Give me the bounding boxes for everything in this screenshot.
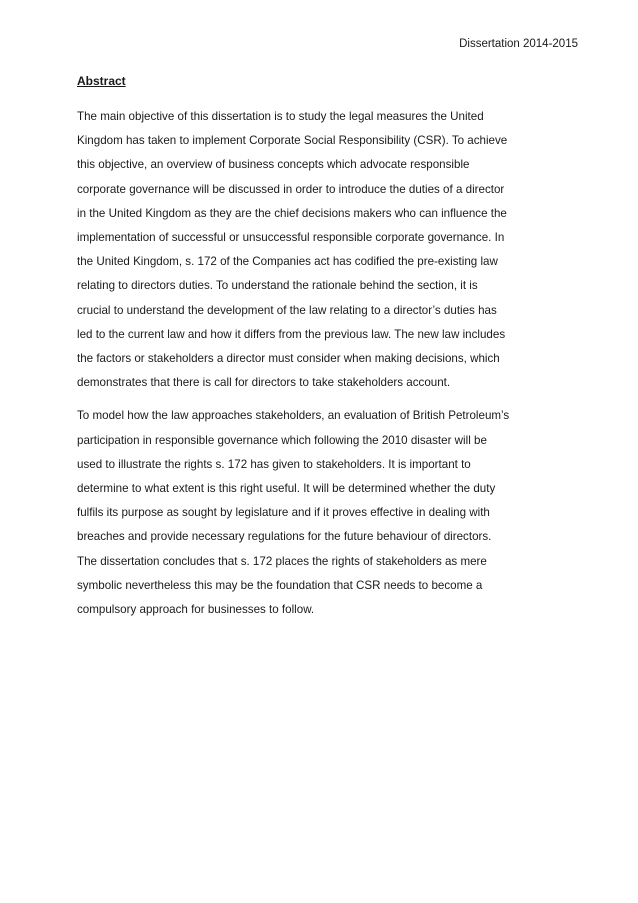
text-line: relating to directors duties. To understand the rationale behind the section, it is — [77, 279, 478, 293]
text-line: The dissertation concludes that s. 172 places the rights of stakeholders as mere — [77, 554, 487, 568]
text-line: implementation of successful or unsuccessful responsible corporate governance. In — [77, 231, 505, 245]
paragraph-2 — [77, 404, 562, 622]
text-line: determine to what extent is this right useful. It will be determined whether the duty — [77, 482, 496, 496]
text-line: demonstrates that there is call for directors to take stakeholders account. — [77, 376, 451, 390]
text-line: this objective, an overview of business concepts which advocate responsible — [77, 158, 470, 172]
text-line: crucial to understand the development of the law relating to a director’s duties has — [77, 303, 497, 317]
running-header: Dissertation 2014-2015 — [459, 38, 578, 50]
text-line: The main objective of this dissertation is to study the legal measures the United — [77, 110, 484, 123]
text-line: symbolic nevertheless this may be the foundation that CSR needs to become a — [77, 578, 483, 592]
section-heading: Abstract — [77, 74, 126, 88]
text-line: the factors or stakeholders a director must consider when making decisions, which — [77, 352, 500, 366]
text-line: fulfils its purpose as sought by legislature and if it proves effective in dealing with — [77, 506, 490, 520]
text-line: compulsory approach for businesses to follow. — [77, 603, 315, 617]
text-line: in the United Kingdom as they are the chief decisions makers who can influence the — [77, 206, 507, 220]
text-line: To model how the law approaches stakeholders, an evaluation of British Petroleum’s — [77, 409, 510, 423]
paragraph-1 — [77, 105, 562, 395]
abstract-body — [77, 105, 562, 631]
text-line: corporate governance will be discussed in order to introduce the duties of a director — [77, 182, 505, 196]
text-line: participation in responsible governance which following the 2010 disaster will be — [77, 433, 487, 447]
text-line: the United Kingdom, s. 172 of the Companies act has codified the pre-existing law — [77, 255, 498, 269]
text-line: Kingdom has taken to implement Corporate Social Responsibility (CSR). To achieve — [77, 134, 508, 148]
text-line: used to illustrate the rights s. 172 has given to stakeholders. It is important to — [77, 457, 471, 471]
text-line: led to the current law and how it differs from the previous law. The new law includes — [77, 327, 506, 341]
text-line: breaches and provide necessary regulations for the future behaviour of directors. — [77, 530, 492, 544]
